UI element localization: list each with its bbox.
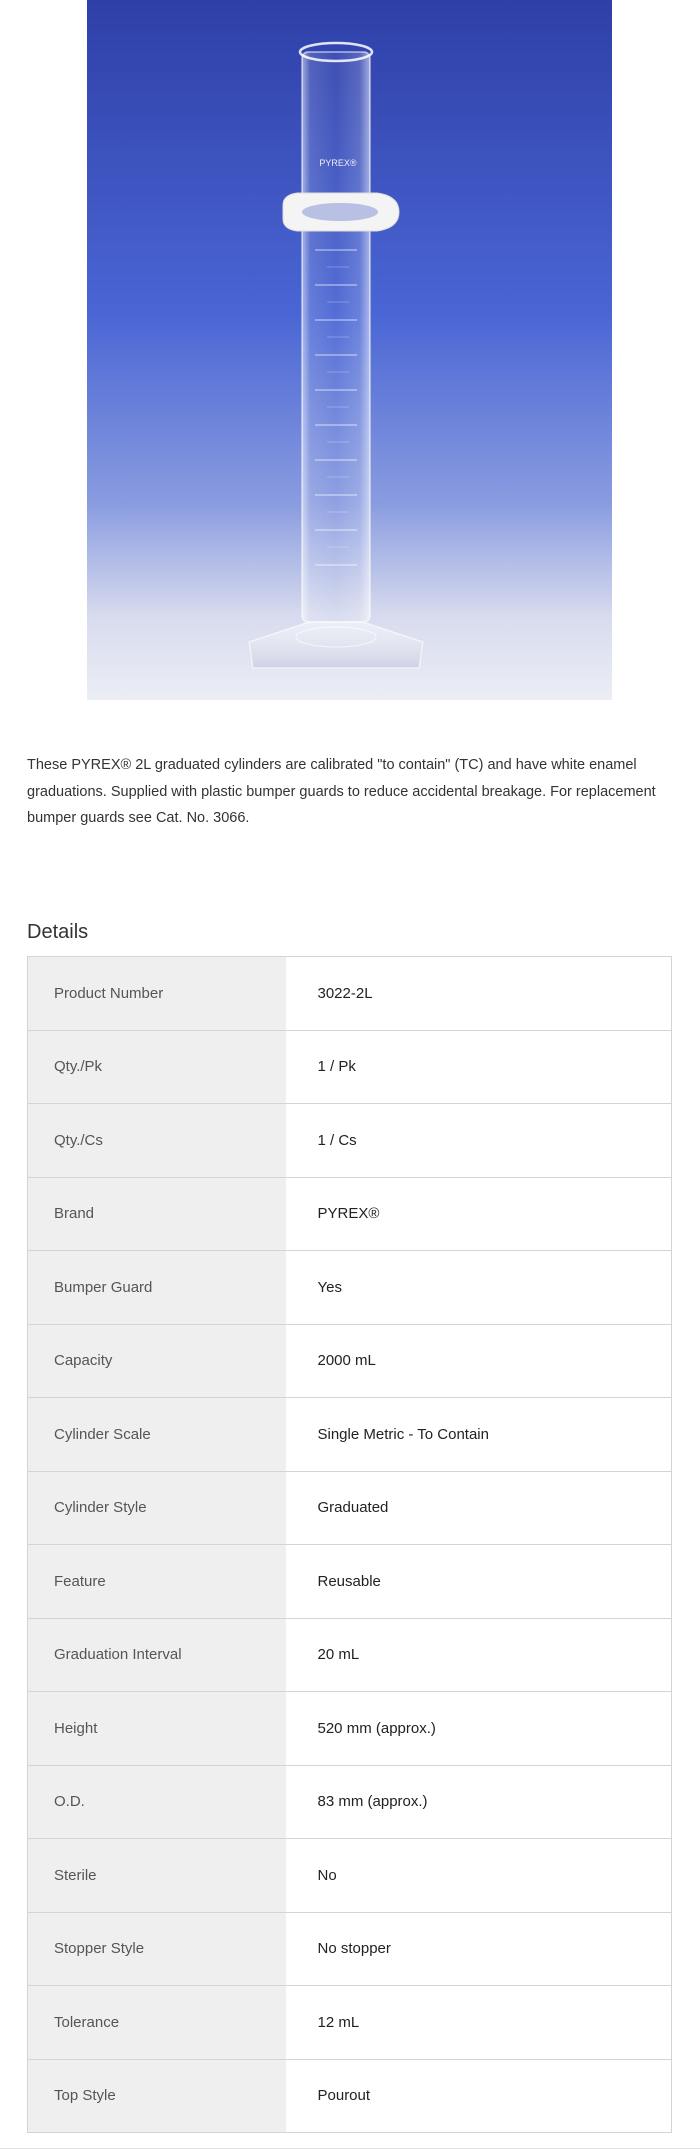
- row-value: 20 mL: [286, 1618, 672, 1692]
- row-value: No stopper: [286, 1912, 672, 1986]
- table-row: [28, 1177, 672, 1251]
- row-value: 12 mL: [286, 1986, 672, 2060]
- product-image: [87, 0, 612, 700]
- table-row: [28, 1471, 672, 1545]
- details-table: [27, 956, 672, 2133]
- table-row: [28, 1912, 672, 1986]
- product-description: These PYREX® 2L graduated cylinders are calibrated "to contain" (TC) and have white enamel graduations. Supplied with plastic bumper guards to reduce accidental breakage. For replacement bumper guards see Cat. No. 3066.: [27, 757, 656, 826]
- row-label: Cylinder Style: [28, 1471, 286, 1545]
- row-label: Tolerance: [28, 1986, 286, 2060]
- table-row: [28, 1765, 672, 1839]
- table-row: [28, 1324, 672, 1398]
- details-heading: Details: [27, 921, 89, 943]
- row-label: Capacity: [28, 1324, 286, 1398]
- table-row: [28, 1104, 672, 1178]
- engraving-text: PYREX®: [319, 158, 357, 168]
- row-label: Height: [28, 1692, 286, 1766]
- row-value: 1 / Pk: [286, 1030, 672, 1104]
- table-row: [28, 1692, 672, 1766]
- bottom-divider: [0, 2148, 700, 2149]
- row-label: Top Style: [28, 2059, 286, 2133]
- row-value: Single Metric - To Contain: [286, 1398, 672, 1472]
- row-label: Graduation Interval: [28, 1618, 286, 1692]
- row-label: Stopper Style: [28, 1912, 286, 1986]
- row-value: 520 mm (approx.): [286, 1692, 672, 1766]
- row-label: Qty./Cs: [28, 1104, 286, 1178]
- row-label: Qty./Pk: [28, 1030, 286, 1104]
- row-value: 1 / Cs: [286, 1104, 672, 1178]
- row-label: Cylinder Scale: [28, 1398, 286, 1472]
- table-row: [28, 957, 672, 1031]
- row-value: 3022-2L: [286, 957, 672, 1031]
- table-row: [28, 1251, 672, 1325]
- row-label: Product Number: [28, 957, 286, 1031]
- table-row: [28, 1030, 672, 1104]
- row-value: PYREX®: [286, 1177, 672, 1251]
- row-value: Reusable: [286, 1545, 672, 1619]
- graduated-cylinder-photo: [87, 0, 612, 700]
- row-value: Yes: [286, 1251, 672, 1325]
- row-label: Feature: [28, 1545, 286, 1619]
- row-label: Bumper Guard: [28, 1251, 286, 1325]
- row-value: Graduated: [286, 1471, 672, 1545]
- table-row: [28, 1986, 672, 2060]
- row-value: 83 mm (approx.): [286, 1765, 672, 1839]
- row-label: Sterile: [28, 1839, 286, 1913]
- row-label: O.D.: [28, 1765, 286, 1839]
- row-value: 2000 mL: [286, 1324, 672, 1398]
- row-label: Brand: [28, 1177, 286, 1251]
- table-row: [28, 1839, 672, 1913]
- table-row: [28, 2059, 672, 2133]
- table-row: [28, 1618, 672, 1692]
- row-value: No: [286, 1839, 672, 1913]
- table-row: [28, 1545, 672, 1619]
- table-row: [28, 1398, 672, 1472]
- row-value: Pourout: [286, 2059, 672, 2133]
